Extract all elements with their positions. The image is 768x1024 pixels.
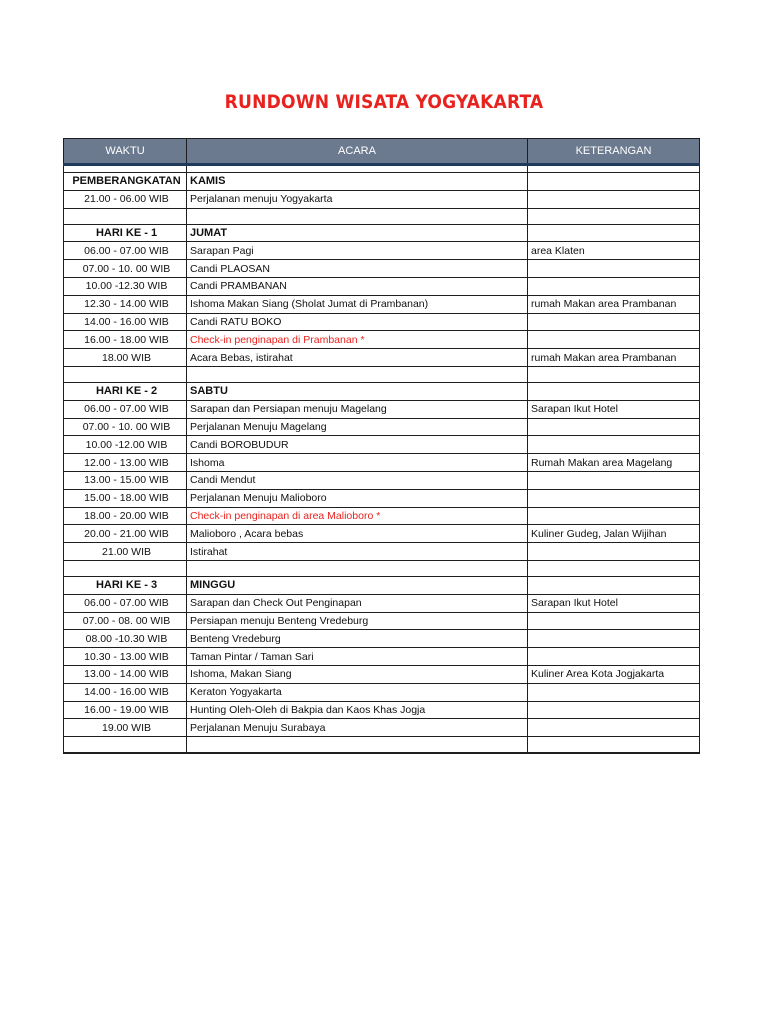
gap-cell [528, 560, 700, 576]
day-label: PEMBERANGKATAN [64, 173, 187, 191]
table-row [64, 507, 700, 525]
event-cell: Perjalanan Menuju Surabaya [187, 719, 528, 737]
table-row [64, 400, 700, 418]
table-row [64, 525, 700, 543]
day-header-row [64, 576, 700, 594]
note-cell [528, 331, 700, 349]
event-cell: Check-in penginapan di Prambanan * [187, 331, 528, 349]
table-row [64, 612, 700, 630]
time-cell: 19.00 WIB [64, 719, 187, 737]
event-cell: Sarapan dan Persiapan menuju Magelang [187, 400, 528, 418]
gap-cell [187, 208, 528, 224]
table-row [64, 683, 700, 701]
note-cell [528, 543, 700, 561]
day-header-row [64, 224, 700, 242]
table-row [64, 331, 700, 349]
table-row [64, 648, 700, 666]
time-cell: 06.00 - 07.00 WIB [64, 594, 187, 612]
rundown-table [63, 138, 700, 754]
table-row [64, 594, 700, 612]
note-cell [528, 277, 700, 295]
gap-cell [64, 208, 187, 224]
event-cell: Perjalanan menuju Yogyakarta [187, 190, 528, 208]
table-row [64, 313, 700, 331]
note-cell [528, 436, 700, 454]
table-row [64, 190, 700, 208]
event-cell: Persiapan menuju Benteng Vredeburg [187, 612, 528, 630]
day-header-row [64, 382, 700, 400]
note-cell: rumah Makan area Prambanan [528, 349, 700, 367]
page-title: RUNDOWN WISATA YOGYAKARTA [224, 91, 544, 113]
time-cell: 07.00 - 08. 00 WIB [64, 612, 187, 630]
time-cell: 15.00 - 18.00 WIB [64, 489, 187, 507]
table-row [64, 665, 700, 683]
note-cell [528, 418, 700, 436]
event-cell: Perjalanan Menuju Malioboro [187, 489, 528, 507]
time-cell: 14.00 - 16.00 WIB [64, 313, 187, 331]
time-cell: 16.00 - 18.00 WIB [64, 331, 187, 349]
event-cell: Perjalanan Menuju Magelang [187, 418, 528, 436]
time-cell: 07.00 - 10. 00 WIB [64, 260, 187, 278]
note-cell [528, 719, 700, 737]
note-cell: Sarapan Ikut Hotel [528, 400, 700, 418]
time-cell: 06.00 - 07.00 WIB [64, 400, 187, 418]
table-row [64, 260, 700, 278]
empty-row [64, 737, 700, 754]
rundown-body [64, 165, 700, 754]
day-note [528, 382, 700, 400]
table-header-row [64, 139, 700, 165]
event-cell: Ishoma, Makan Siang [187, 665, 528, 683]
gap-row [64, 366, 700, 382]
spacer-cell [187, 165, 528, 173]
note-cell [528, 190, 700, 208]
table-row [64, 349, 700, 367]
note-cell: area Klaten [528, 242, 700, 260]
note-cell [528, 260, 700, 278]
note-cell: Kuliner Gudeg, Jalan Wijihan [528, 525, 700, 543]
time-cell: 18.00 - 20.00 WIB [64, 507, 187, 525]
gap-cell [64, 560, 187, 576]
empty-cell [187, 737, 528, 754]
spacer-cell [528, 165, 700, 173]
gap-cell [64, 366, 187, 382]
time-cell: 07.00 - 10. 00 WIB [64, 418, 187, 436]
time-cell: 12.30 - 14.00 WIB [64, 295, 187, 313]
note-cell [528, 683, 700, 701]
note-cell [528, 471, 700, 489]
day-name: SABTU [187, 382, 528, 400]
table-row [64, 471, 700, 489]
table-row [64, 295, 700, 313]
event-cell: Malioboro , Acara bebas [187, 525, 528, 543]
event-cell: Candi BOROBUDUR [187, 436, 528, 454]
table-row [64, 436, 700, 454]
day-name: JUMAT [187, 224, 528, 242]
day-name: MINGGU [187, 576, 528, 594]
day-name: KAMIS [187, 173, 528, 191]
table-row [64, 701, 700, 719]
gap-cell [528, 366, 700, 382]
table-row [64, 242, 700, 260]
event-cell: Sarapan Pagi [187, 242, 528, 260]
event-cell: Ishoma [187, 454, 528, 472]
time-cell: 10.30 - 13.00 WIB [64, 648, 187, 666]
gap-row [64, 208, 700, 224]
day-note [528, 576, 700, 594]
spacer-cell [64, 165, 187, 173]
table-row [64, 418, 700, 436]
note-cell [528, 630, 700, 648]
time-cell: 10.00 -12.00 WIB [64, 436, 187, 454]
event-cell: Acara Bebas, istirahat [187, 349, 528, 367]
header-keterangan: KETERANGAN [528, 139, 700, 165]
spacer-row [64, 165, 700, 173]
note-cell [528, 489, 700, 507]
note-cell: Kuliner Area Kota Jogjakarta [528, 665, 700, 683]
gap-cell [187, 366, 528, 382]
time-cell: 10.00 -12.30 WIB [64, 277, 187, 295]
event-cell: Keraton Yogyakarta [187, 683, 528, 701]
empty-cell [528, 737, 700, 754]
note-cell [528, 507, 700, 525]
time-cell: 16.00 - 19.00 WIB [64, 701, 187, 719]
header-waktu: WAKTU [64, 139, 187, 165]
gap-row [64, 560, 700, 576]
event-cell: Ishoma Makan Siang (Sholat Jumat di Prambanan) [187, 295, 528, 313]
time-cell: 14.00 - 16.00 WIB [64, 683, 187, 701]
event-cell: Benteng Vredeburg [187, 630, 528, 648]
table-row [64, 543, 700, 561]
table-row [64, 630, 700, 648]
day-note [528, 173, 700, 191]
event-cell: Candi Mendut [187, 471, 528, 489]
table-row [64, 454, 700, 472]
day-note [528, 224, 700, 242]
note-cell [528, 313, 700, 331]
note-cell [528, 648, 700, 666]
header-acara: ACARA [187, 139, 528, 165]
event-cell: Candi PRAMBANAN [187, 277, 528, 295]
gap-cell [528, 208, 700, 224]
table-row [64, 719, 700, 737]
event-cell: Check-in penginapan di area Malioboro * [187, 507, 528, 525]
note-cell [528, 701, 700, 719]
time-cell: 13.00 - 14.00 WIB [64, 665, 187, 683]
day-label: HARI KE - 1 [64, 224, 187, 242]
time-cell: 08.00 -10.30 WIB [64, 630, 187, 648]
note-cell: rumah Makan area Prambanan [528, 295, 700, 313]
gap-cell [187, 560, 528, 576]
event-cell: Istirahat [187, 543, 528, 561]
time-cell: 21.00 - 06.00 WIB [64, 190, 187, 208]
note-cell: Rumah Makan area Magelang [528, 454, 700, 472]
day-label: HARI KE - 3 [64, 576, 187, 594]
time-cell: 12.00 - 13.00 WIB [64, 454, 187, 472]
table-row [64, 277, 700, 295]
event-cell: Taman Pintar / Taman Sari [187, 648, 528, 666]
time-cell: 20.00 - 21.00 WIB [64, 525, 187, 543]
event-cell: Hunting Oleh-Oleh di Bakpia dan Kaos Khas Jogja [187, 701, 528, 719]
time-cell: 06.00 - 07.00 WIB [64, 242, 187, 260]
time-cell: 21.00 WIB [64, 543, 187, 561]
empty-cell [64, 737, 187, 754]
note-cell [528, 612, 700, 630]
event-cell: Candi RATU BOKO [187, 313, 528, 331]
event-cell: Sarapan dan Check Out Penginapan [187, 594, 528, 612]
time-cell: 13.00 - 15.00 WIB [64, 471, 187, 489]
event-cell: Candi PLAOSAN [187, 260, 528, 278]
time-cell: 18.00 WIB [64, 349, 187, 367]
day-label: HARI KE - 2 [64, 382, 187, 400]
table-row [64, 489, 700, 507]
day-header-row [64, 173, 700, 191]
note-cell: Sarapan Ikut Hotel [528, 594, 700, 612]
